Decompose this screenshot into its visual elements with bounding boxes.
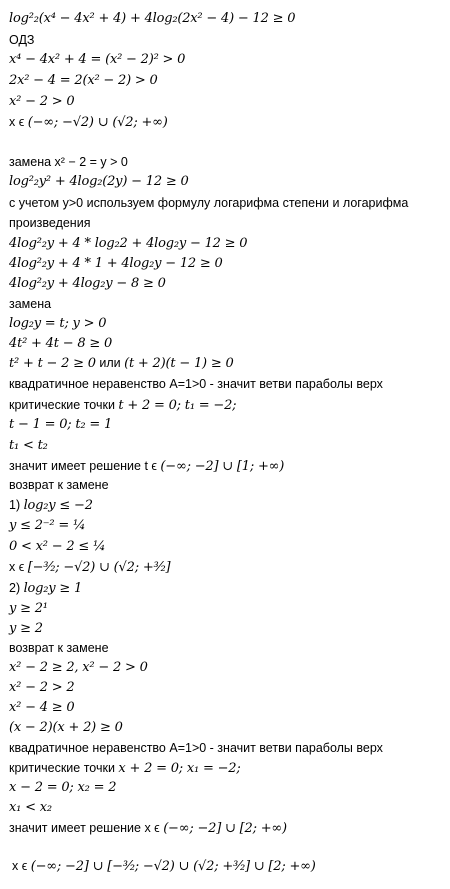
explanation-line-2: произведения	[9, 216, 91, 230]
case-2-step-1: y ≥ 2¹	[9, 601, 48, 616]
case-2-math: log₂y ≥ 1	[23, 581, 83, 596]
case-1-label: 1)	[9, 498, 24, 512]
case-1-math: log₂y ≤ −2	[23, 498, 93, 513]
x-step-1: x² − 2 ≥ 2, x² − 2 > 0	[9, 660, 148, 675]
t-factored-left: t² + t − 2 ≥ 0	[9, 356, 96, 371]
odz-heading: ОДЗ	[9, 33, 35, 47]
critical-points-t-label: критические точки	[9, 398, 119, 412]
substitution-heading: замена	[9, 297, 52, 311]
back-substitution-1: возврат к замене	[9, 478, 109, 492]
odz-result-math: (−∞; −√2) ∪ (√2; +∞)	[27, 115, 168, 130]
t-solution-math: (−∞; −2] ∪ [1; +∞)	[160, 459, 285, 474]
critical-points-x	[9, 759, 241, 777]
parabola-note-2: квадратичное неравенство A=1>0 - значит ветви параболы верх	[9, 741, 383, 755]
case-1-step-1: y ≤ 2⁻² = ¼	[9, 518, 86, 533]
t-solution	[9, 457, 284, 475]
odz-step-1: x⁴ − 4x² + 4 = (x² − 2)² > 0	[9, 52, 186, 67]
critical-points-x-label: критические точки	[9, 761, 119, 775]
x-solution-label: значит имеет решение x ϵ	[9, 821, 164, 835]
case-1-step-2: 0 < x² − 2 ≤ ¼	[9, 539, 106, 554]
case-2-label: 2)	[9, 581, 24, 595]
t-substitution: log₂y = t; y > 0	[9, 316, 107, 331]
case-1-result-prefix: x ϵ	[9, 560, 28, 574]
odz-step-2: 2x² − 4 = 2(x² − 2) > 0	[9, 73, 158, 88]
t2-root: t − 1 = 0; t₂ = 1	[9, 417, 113, 432]
x-solution-math: (−∞; −2] ∪ [2; +∞)	[163, 821, 287, 836]
parabola-note-1: квадратичное неравенство A=1>0 - значит ветви параболы верх	[9, 377, 383, 391]
odz-result	[9, 113, 168, 131]
x-factored: (x − 2)(x + 2) ≥ 0	[9, 720, 123, 735]
t-factored-or: или	[95, 356, 125, 370]
case-1-result-math: [−³⁄₂; −√2) ∪ (√2; +³⁄₂]	[27, 560, 171, 575]
t-order: t₁ < t₂	[9, 438, 48, 453]
original-inequality: log²₂(x⁴ − 4x² + 4) + 4log₂(2x² − 4) − 12 ≥ 0	[9, 11, 296, 26]
t-factored-right: (t + 2)(t − 1) ≥ 0	[124, 356, 234, 371]
explanation-line-1: с учетом y>0 используем формулу логарифма степени и логарифма	[9, 196, 409, 210]
odz-step-3: x² − 2 > 0	[9, 94, 75, 109]
x-step-3: x² − 4 ≥ 0	[9, 700, 75, 715]
x2-root: x − 2 = 0; x₂ = 2	[9, 780, 117, 795]
substituted-inequality: log²₂y² + 4log₂(2y) − 12 ≥ 0	[9, 174, 189, 189]
critical-points-t-math: t + 2 = 0; t₁ = −2;	[118, 398, 237, 413]
case-2	[9, 579, 82, 597]
t-inequality: 4t² + 4t − 8 ≥ 0	[9, 336, 113, 351]
critical-points-x-math: x + 2 = 0; x₁ = −2;	[118, 761, 241, 776]
case-1	[9, 496, 93, 514]
odz-result-prefix: x ϵ	[9, 115, 28, 129]
expanded-step-1: 4log²₂y + 4 * log₂2 + 4log₂y − 12 ≥ 0	[9, 236, 248, 251]
x-solution	[9, 819, 287, 837]
t-solution-label: значит имеет решение t ϵ	[9, 459, 161, 473]
final-answer	[12, 857, 316, 875]
substitution-line: замена x² − 2 = y > 0	[9, 155, 128, 169]
expanded-step-2: 4log²₂y + 4 * 1 + 4log₂y − 12 ≥ 0	[9, 256, 223, 271]
expanded-step-3: 4log²₂y + 4log₂y − 8 ≥ 0	[9, 276, 166, 291]
critical-points-t	[9, 396, 236, 414]
x-order: x₁ < x₂	[9, 800, 52, 815]
case-1-result	[9, 558, 170, 576]
final-answer-math: (−∞; −2] ∪ [−³⁄₂; −√2) ∪ (√2; +³⁄₂] ∪ [2; +∞)	[30, 859, 316, 874]
t-factored	[9, 354, 234, 372]
case-2-step-2: y ≥ 2	[9, 621, 43, 636]
x-step-2: x² − 2 > 2	[9, 680, 75, 695]
back-substitution-2: возврат к замене	[9, 641, 109, 655]
final-answer-prefix: x ϵ	[12, 859, 31, 873]
